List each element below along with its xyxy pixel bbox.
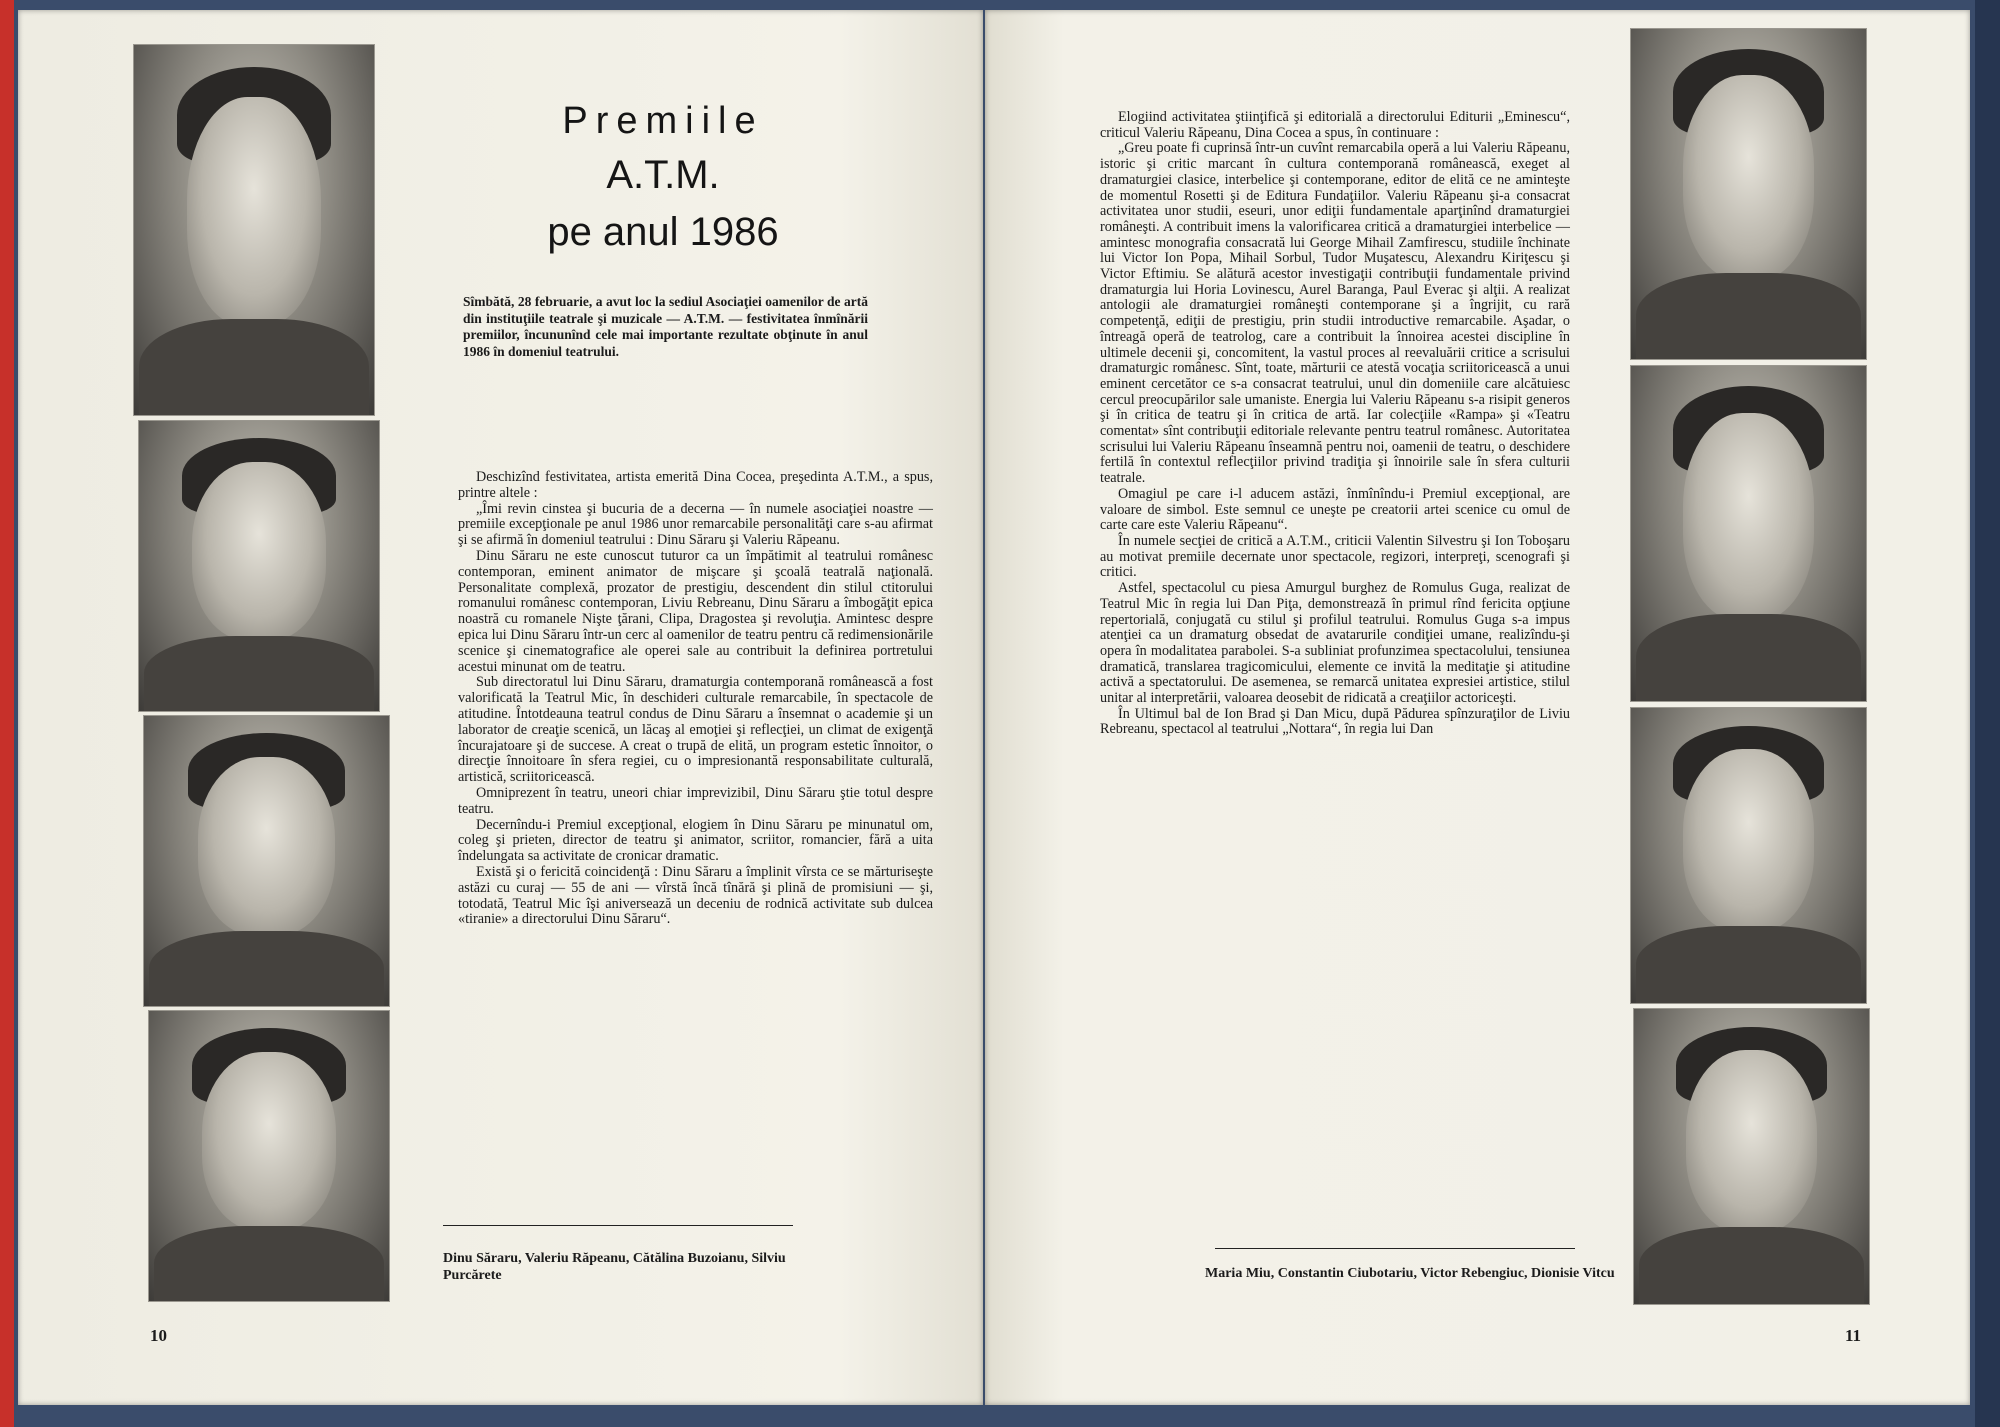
lead-paragraph: Sîmbătă, 28 februarie, a avut loc la sediul Asociaţiei oamenilor de artă din instituţiile teatrale şi muzicale — A.T.M. — festivitatea înmînării premiilor, încununînd cele mai importante rezultate obţinute în anul 1986 în domeniul teatrului.: [463, 294, 868, 359]
left-page: [18, 10, 983, 1405]
photo-left-2: [138, 420, 380, 712]
page-number-right: 11: [1845, 1326, 1862, 1345]
left-paragraph: Decernîndu-i Premiul excepţional, elogiem în Dinu Săraru pe minunatul om, coleg şi prieten, director de teatru şi animator, scriitor, romancier, fără a uita îndelungata sa activitate de cronicar dramatic.: [458, 816, 933, 865]
photo-left-1: [133, 44, 375, 416]
left-paragraph: „Îmi revin cinstea şi bucuria de a decerna — în numele asociaţiei noastre — premiile excepţionale pe anul 1986 unor remarcabile personalităţi care s-au afirmat şi se afirmă în domeniul teatrului : Dinu Săraru şi Valeriu Răpeanu.: [458, 500, 933, 549]
photo-right-4: [1633, 1008, 1870, 1305]
left-paragraph: Deschizînd festivitatea, artista emerită Dina Cocea, preşedinta A.T.M., a spus, printre altele :: [458, 469, 933, 501]
article-title: [498, 100, 828, 255]
photo-right-1: [1630, 28, 1867, 360]
left-paragraph: Omniprezent în teatru, uneori chiar imprevizibil, Dinu Săraru ştie totul despre teatru.: [458, 784, 933, 817]
left-paragraph: Sub directoratul lui Dinu Săraru, dramaturgia contemporană românească a fost valorificată la Teatrul Mic, în deschideri culturale remarcabile, în spectacole de atitudine. Întotdeauna teatrul condus de Dinu Săraru a însemnat o academie şi un laborator de creaţie scenică, un lăcaş al emoţiei şi reflecţiei, un climat de exigenţă încurajatoare şi de succese. A creat o trupă de elită, un program estetic înnoitor, o direcţie înnoitoare în sfera regiei, cu o impresionantă responsabilitate culturală, artistică, scriitoricească.: [458, 674, 933, 786]
photo-right-3: [1630, 707, 1867, 1004]
page-number-left: 10: [150, 1326, 167, 1345]
photo-caption-left: Dinu Săraru, Valeriu Răpeanu, Cătălina Buzoianu, Silviu Purcărete: [443, 1251, 786, 1283]
title-line-1: Premiile: [562, 100, 764, 142]
right-paragraph: În numele secţiei de critică a A.T.M., criticii Valentin Silvestru şi Ion Toboşaru au motivat premiile decernate unor spectacole, regizori, interpreţi, scenografi şi critici.: [1100, 532, 1570, 581]
right-body-text: [1100, 110, 1570, 738]
left-body-text: [458, 470, 933, 928]
photo-left-4: [148, 1010, 390, 1302]
right-paragraph: Omagiul pe care i-l aducem astăzi, înmînîndu-i Premiul excepţional, are valoare de simbol. Este semnul ce uneşte pe creatorii artei scenice cu omul de carte care este Valeriu Răpeanu“.: [1100, 485, 1570, 534]
right-page: [985, 10, 1970, 1405]
left-paragraph: Dinu Săraru ne este cunoscut tuturor ca un împătimit al teatrului românesc contemporan, eminent animator de mişcare şi şcoală teatrală naţională. Personalitate complexă, prozator de prestigiu, descendent din stilul ctitorului romanului românesc contemporan, Liviu Rebreanu, Dinu Săraru a îmbogăţit epica noastră cu romanele Nişte ţărani, Clipa, Dragostea şi revoluţia. Amintesc despre epica lui Dinu Săraru într-un cerc al oamenilor de teatru pentru că redimensionările scenice şi cinematografice ale operei sale au contribuit la definirea portretului acestui minunat om de teatru.: [458, 547, 933, 675]
caption-divider: [443, 1225, 793, 1226]
photo-right-2: [1630, 365, 1867, 702]
photo-left-3: [143, 715, 390, 1007]
title-line-2: A.T.M.: [606, 153, 720, 197]
right-paragraph: Elogiind activitatea ştiinţifică şi editorială a directorului Editurii „Eminescu“, criticul Valeriu Răpeanu, Dina Cocea a spus, în continuare :: [1100, 109, 1570, 141]
photo-caption-right: Maria Miu, Constantin Ciubotariu, Victor Rebengiuc, Dionisie Vitcu: [1205, 1266, 1615, 1281]
right-paragraph: Astfel, spectacolul cu piesa Amurgul burghez de Romulus Guga, realizat de Teatrul Mic în regia lui Dan Piţa, demonstrează în primul rînd fericita opţiune repertorială, conjugată cu stilul şi profilul teatrului. Romulus Guga s-a impus atenţiei ca un dramaturg obsedat de avatarurile condiţiei umane, realizîndu-şi opera în modalitatea parabolei. S-a subliniat profunzimea spectacolului, tensiunea dramatică, translarea tragicomicului, elemente ce invită la meditaţie şi atitudine activă a spectatorului. De asemenea, se remarcă unitatea expresiei artistice, stilul unitar al interpretării, valoarea deosebit de ridicată a creaţiilor actoriceşti.: [1100, 580, 1570, 707]
right-paragraph: „Greu poate fi cuprinsă într-un cuvînt remarcabila operă a lui Valeriu Răpeanu, istoric şi critic marcant în cultura contemporană românească, exeget al dramaturgiei clasice, interbelice şi contemporane, editor de elită ce ne aminteşte de momentul Rosetti şi de Editura Fundaţiilor. Valeriu Răpeanu şi-a consacrat activitatea unor studii, eseuri, unor ediţii fundamentale aparţinînd dramaturgiei româneşti. A contribuit imens la valorificarea critică a dramaturgiei interbelice — amintesc monografia consacrată lui George Mihail Zamfirescu, studiile închinate lui Victor Ion Popa, Mihail Sorbul, Tudor Muşatescu, Alexandru Kiriţescu şi Victor Eftimiu. Se alătură acestor investigaţii contribuţii fundamentale privind dramaturgia lui Horia Lovinescu, Aurel Baranga, Paul Everac şi alţii. A realizat antologii ale dramaturgiei româneşti contemporane şi a îngrijit, cu rară competenţă, ediţii de prestigiu, prin studii introductive remarcabile. Aşadar, o întreagă operă de teatrolog, care a contribuit la înnoirea acestei discipline în ultimele decenii şi, concomitent, la vastul proces al reevaluării critice a scrisului dramaturgic românesc. Sînt, toate, mărturii ce atestă vocaţia scriitoricească a unui eminent cercetător ce s-a consacrat teatrului, unul din domeniile care alcătuiesc cercul preocupărilor sale umaniste. Energia lui Valeriu Răpeanu s-a risipit generos şi în critica de teatru şi în critica de artă. Iar colecţiile «Rampa» şi «Teatru comentat» sînt contribuţii editoriale relevante pentru teatrul românesc. Autoritatea scrisului lui Valeriu Răpeanu înseamnă pentru noi, oamenii de teatru, o deschidere fertilă în contextul reflecţiilor privind tradiţia şi înnoirile sale în sfera culturii teatrale.: [1100, 140, 1570, 487]
right-paragraph: În Ultimul bal de Ion Brad şi Dan Micu, după Pădurea spînzuraţilor de Liviu Rebreanu, spectacol al teatrului „Nottara“, în regia lui Dan: [1100, 705, 1570, 738]
title-line-3: pe anul 1986: [547, 210, 779, 254]
left-paragraph: Există şi o fericită coincidenţă : Dinu Săraru a împlinit vîrsta ce se mărturiseşte astăzi cu curaj — 55 de ani — vîrstă încă tînără şi plină de promisiuni — şi, totodată, Teatrul Mic îşi aniversează un deceniu de rodnică activitate sub dulcea «tiranie» a directorului Dinu Săraru“.: [458, 863, 933, 928]
caption-divider: [1215, 1248, 1575, 1249]
